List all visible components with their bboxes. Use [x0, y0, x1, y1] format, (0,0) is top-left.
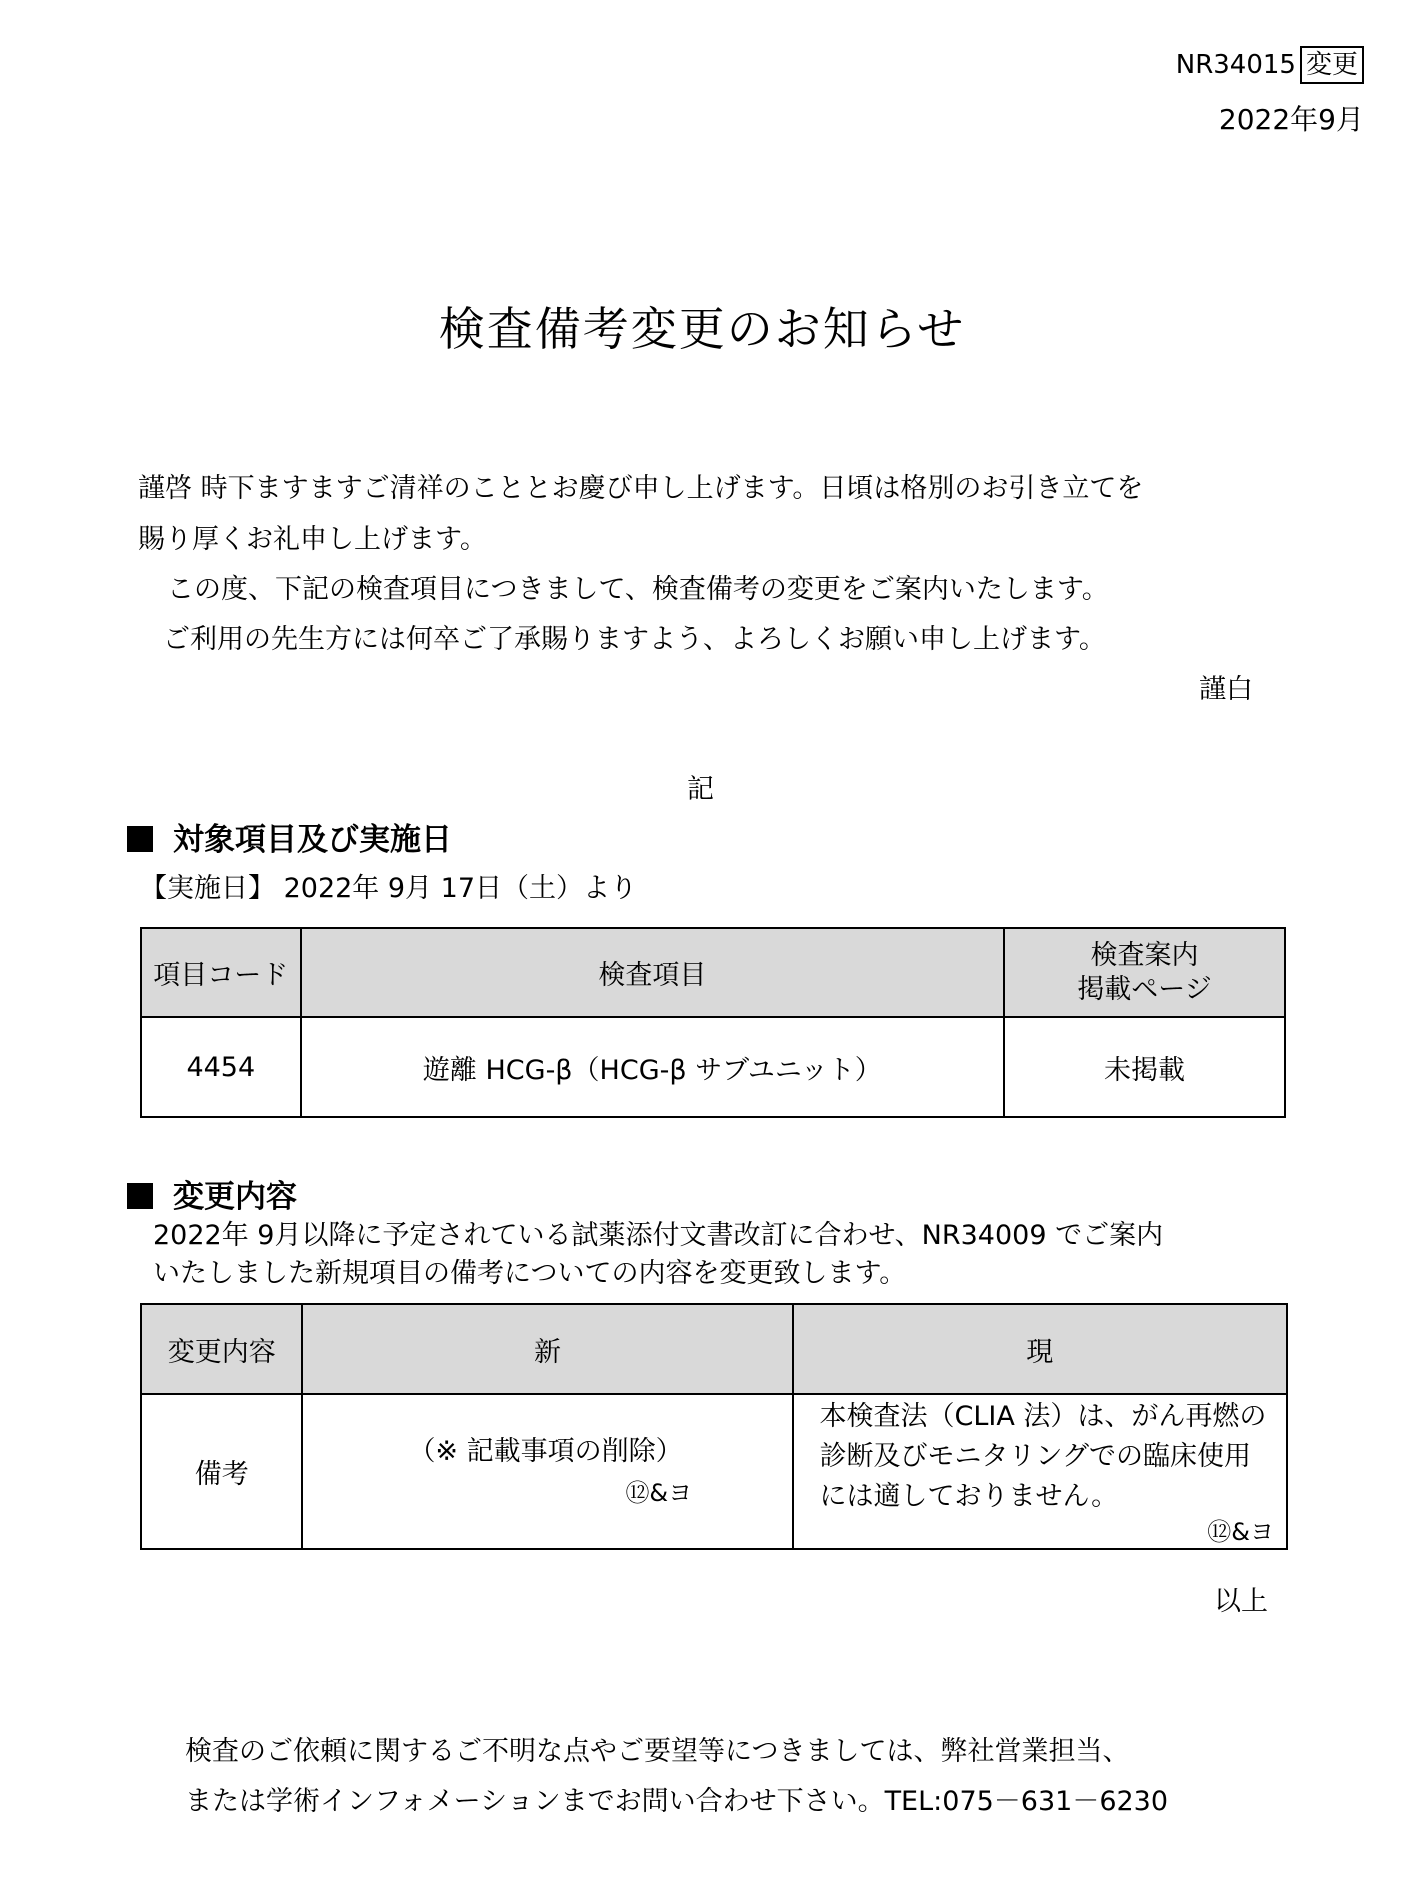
- header-guide-line-1: 検査案内: [1090, 939, 1199, 971]
- change-desc-line-1: 2022年 9月以降に予定されている試薬添付文書改訂に合わせ、NR34009 でご案内: [153, 1220, 1164, 1251]
- header-guide-line-2: 掲載ページ: [1077, 973, 1212, 1005]
- new-cell: [302, 1394, 792, 1549]
- current-mark: ⑫&ヨ: [1207, 1518, 1274, 1546]
- change-label-cell: 備考: [141, 1394, 302, 1549]
- effective-date: 【実施日】 2022年 9月 17日（土）より: [140, 873, 637, 904]
- greeting-line-3: この度、下記の検査項目につきまして、検査備考の変更をご案内いたします。: [167, 574, 1109, 605]
- new-text: （※ 記載事項の削除）: [408, 1436, 683, 1467]
- current-line-1: 本検査法（CLIA 法）は、がん再燃の: [819, 1401, 1267, 1432]
- current-cell: [793, 1394, 1287, 1549]
- change-desc-line-2: いたしました新規項目の備考についての内容を変更致します。: [153, 1258, 907, 1289]
- item-code-cell: 4454: [141, 1017, 301, 1117]
- table-row: [141, 1017, 1285, 1117]
- footer-line-2: または学術インフォメーションまでお問い合わせ下さい。TEL:075－631－6230: [185, 1786, 1169, 1817]
- current-line-3: には適しておりません。: [819, 1481, 1119, 1512]
- current-line-2: 診断及びモニタリングでの臨床使用: [819, 1441, 1251, 1472]
- header-guide-page: [1004, 928, 1285, 1017]
- end-mark: 以上: [1214, 1586, 1268, 1617]
- section1-heading-text: 対象項目及び実施日: [173, 822, 452, 858]
- header-current: 現: [793, 1304, 1287, 1394]
- square-bullet-icon: [127, 826, 153, 852]
- header-change-content: 変更内容: [141, 1304, 302, 1394]
- greeting-line-2: 賜り厚くお礼申し上げます。: [138, 524, 487, 555]
- document-number: [1176, 46, 1364, 84]
- table-header-row: [141, 1304, 1287, 1394]
- target-item-table: [140, 927, 1286, 1118]
- new-mark: ⑫&ヨ: [625, 1479, 693, 1507]
- section2-heading-text: 変更内容: [173, 1179, 297, 1215]
- ki-mark: 記: [687, 774, 714, 805]
- greeting-line-4: ご利用の先生方には何卒ご了承賜りますよう、よろしくお願い申し上げます。: [163, 624, 1106, 655]
- document-date: 2022年9月: [1218, 103, 1364, 136]
- page-title: 検査備考変更のお知らせ: [438, 302, 966, 356]
- test-item-cell: 遊離 HCG-β（HCG-β サブユニット）: [301, 1017, 1004, 1117]
- change-tag: 変更: [1300, 46, 1364, 84]
- header-test-item: 検査項目: [301, 928, 1004, 1017]
- guide-page-cell: 未掲載: [1004, 1017, 1285, 1117]
- closing-text: 謹白: [1199, 674, 1253, 705]
- table-header-row: [141, 928, 1285, 1017]
- section1-heading: [127, 814, 452, 859]
- doc-number-text: NR34015: [1175, 50, 1296, 80]
- section2-heading: [127, 1171, 297, 1216]
- footer-line-1: 検査のご依頼に関するご不明な点やご要望等につきましては、弊社営業担当、: [185, 1736, 1130, 1767]
- header-new: 新: [302, 1304, 792, 1394]
- square-bullet-icon: [127, 1183, 153, 1209]
- table-row: [141, 1394, 1287, 1549]
- greeting-line-1: 謹啓 時下ますますご清祥のこととお慶び申し上げます。日頃は格別のお引き立てを: [138, 473, 1144, 504]
- change-table: [140, 1303, 1288, 1550]
- header-item-code: 項目コード: [141, 928, 301, 1017]
